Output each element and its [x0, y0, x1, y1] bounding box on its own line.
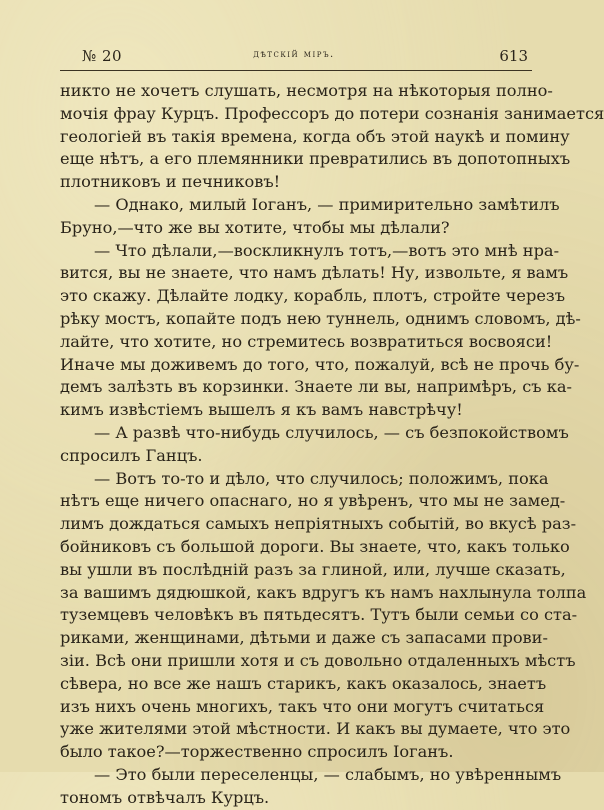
text-line: сѣвера, но все же нашъ старикъ, какъ оказалось, знаетъ	[60, 673, 547, 693]
text-line: Иначе мы доживемъ до того, что, пожалуй, всѣ не прочь бу-	[60, 354, 580, 374]
text-line: геологіей въ такія времена, когда объ этой наукѣ и помину	[60, 126, 570, 146]
text-line: вится, вы не знаете, что намъ дѣлать! Ну, извольте, я вамъ	[60, 263, 569, 283]
text-line: бойниковъ съ большой дороги. Вы знаете, что, какъ только	[60, 536, 570, 556]
text-line: зіи. Всѣ они пришли хотя и съ довольно отдаленныхъ мѣстъ	[60, 650, 576, 670]
text-line: спросилъ Ганцъ.	[60, 445, 203, 465]
text-line: рѣку мостъ, копайте подъ нею туннель, однимъ словомъ, дѣ-	[60, 308, 581, 328]
text-line: изъ нихъ очень многихъ, такъ что они могутъ считаться	[60, 696, 545, 716]
text-line: уже жителями этой мѣстности. И какъ вы думаете, что это	[60, 719, 571, 739]
text-line: — Это были переселенцы, — слабымъ, но увѣреннымъ	[94, 764, 562, 784]
text-line: — Вотъ то-то и дѣло, что случилось; положимъ, пока	[94, 468, 549, 488]
text-line: лимъ дождаться самыхъ непріятныхъ событій, во вкусѣ раз-	[60, 514, 577, 534]
page-number: 613	[499, 47, 528, 65]
text-line: было такое?—торжественно спросилъ Іоганъ.	[60, 742, 454, 762]
header-rule	[60, 70, 532, 71]
text-line: — Однако, милый Іоганъ, — примирительно замѣтилъ	[94, 194, 560, 214]
text-line: за вашимъ дядюшкой, какъ вдругъ къ намъ нахлынула толпа	[60, 582, 587, 602]
running-header	[60, 47, 528, 67]
text-line: нѣтъ еще ничего опаснаго, но я увѣренъ, что мы не замед-	[60, 491, 566, 511]
text-line: никто не хочетъ слушать, несмотря на нѣкоторыя полно-	[60, 81, 553, 100]
text-line: это скажу. Дѣлайте лодку, корабль, плотъ, стройте черезъ	[60, 286, 566, 306]
text-line: вы ушли въ послѣдній разъ за глиной, или, лучше сказать,	[60, 559, 566, 579]
text-line: мочія фрау Курцъ. Профессоръ до потери сознанія занимается	[60, 103, 604, 123]
text-line: демъ залѣзть въ корзинки. Знаете ли вы, напримѣръ, съ ка-	[60, 377, 572, 397]
text-line: тономъ отвѣчалъ Курцъ.	[60, 787, 270, 807]
text-line: риками, женщинами, дѣтьми и даже съ запасами прови-	[60, 628, 548, 648]
body-text	[60, 80, 604, 810]
issue-number: № 20	[82, 47, 123, 65]
text-line: — А развѣ что-нибудь случилось, — съ безпокойствомъ	[94, 422, 569, 442]
text-line: туземцевъ человѣкъ въ пятьдесятъ. Тутъ были семьи со ста-	[60, 605, 578, 625]
text-line: плотниковъ и печниковъ!	[60, 172, 281, 192]
text-line: Бруно,—что же вы хотите, чтобы мы дѣлали?	[60, 217, 450, 237]
text-line: кимъ извѣстіемъ вышелъ я къ вамъ навстрѣчу!	[60, 400, 463, 420]
text-line: — Что дѣлали,—воскликнулъ тотъ,—вотъ это мнѣ нра-	[94, 240, 560, 260]
text-line: еще нѣтъ, а его племянники превратились въ допотопныхъ	[60, 149, 571, 169]
journal-title: дѣтскій міръ.	[253, 49, 335, 60]
text-line: лайте, что хотите, но стремитесь возвратиться восвояси!	[60, 331, 553, 351]
